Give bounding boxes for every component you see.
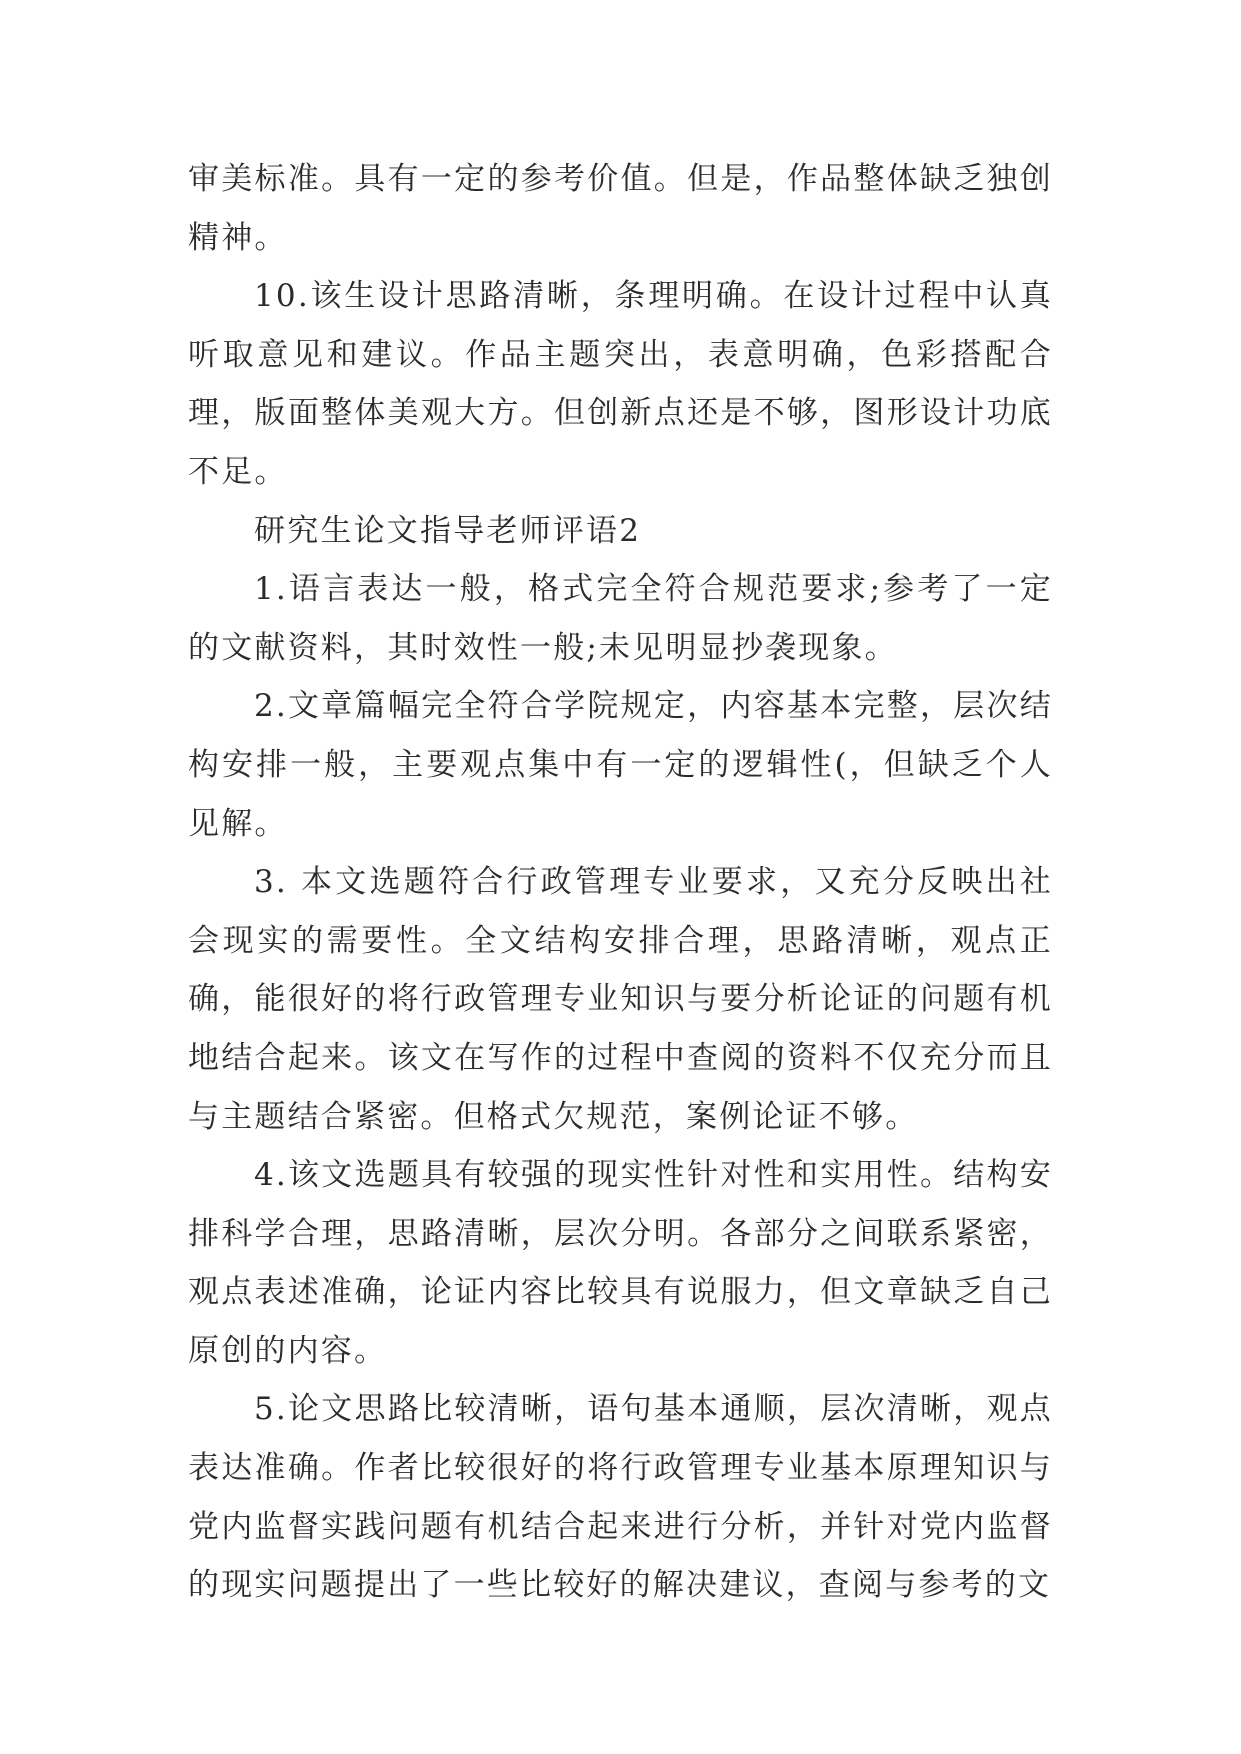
comment-item-4: 4.该文选题具有较强的现实性针对性和实用性。结构安排科学合理，思路清晰，层次分明。各部分之间联系紧密，观点表述准确，论证内容比较具有说服力，但文章缺乏自己原创的内容。 <box>188 1157 1053 1369</box>
comment-item-2: 2.文章篇幅完全符合学院规定，内容基本完整，层次结构安排一般，主要观点集中有一定的逻辑性(，但缺乏个人见解。 <box>188 688 1053 842</box>
comment-item-3: 3. 本文选题符合行政管理专业要求，又充分反映出社会现实的需要性。全文结构安排合理，思路清晰，观点正确，能很好的将行政管理专业知识与要分析论证的问题有机地结合起来。该文在写作的过程中查阅的资料不仅充分而且与主题结合紧密。但格式欠规范，案例论证不够。 <box>188 864 1053 1135</box>
comment-item-10: 10.该生设计思路清晰，条理明确。在设计过程中认真听取意见和建议。作品主题突出，表意明确，色彩搭配合理，版面整体美观大方。但创新点还是不够，图形设计功底不足。 <box>188 278 1053 490</box>
paragraph-continuation: 审美标准。具有一定的参考价值。但是，作品整体缺乏独创精神。 <box>188 161 1053 256</box>
comment-item-5: 5.论文思路比较清晰，语句基本通顺，层次清晰，观点表达准确。作者比较很好的将行政管理专业基本原理知识与党内监督实践问题有机结合起来进行分析，并针对党内监督的现实问题提出了一些比较好的解决建议，查阅与参考的文 <box>188 1391 1053 1604</box>
document-body <box>188 150 1053 1615</box>
section-heading: 研究生论文指导老师评语2 <box>254 512 642 549</box>
comment-item-1: 1.语言表达一般，格式完全符合规范要求;参考了一定的文献资料，其时效性一般;未见明显抄袭现象。 <box>188 571 1053 666</box>
